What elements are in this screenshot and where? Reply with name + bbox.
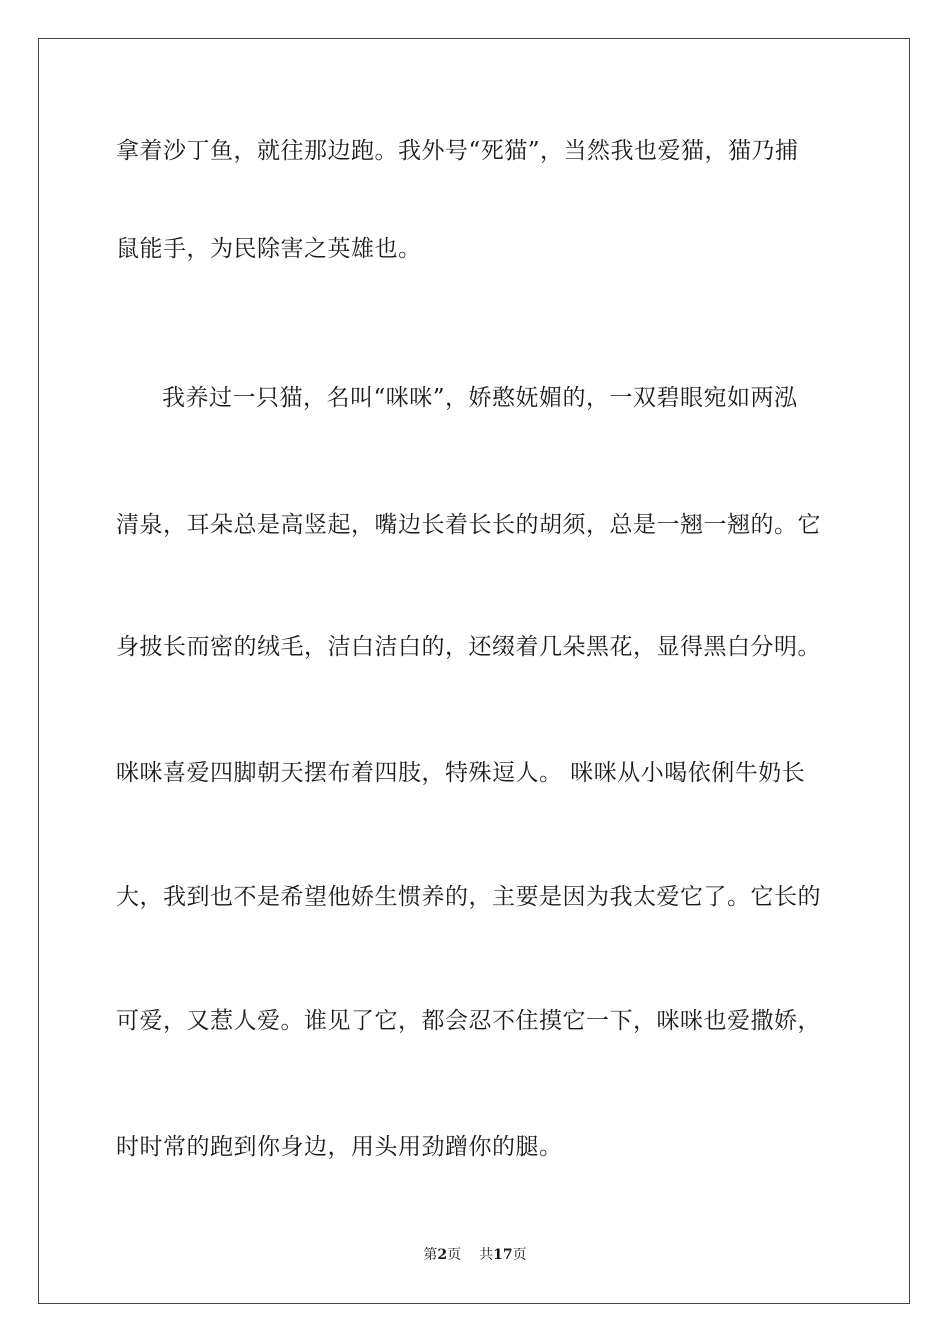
footer-total-suffix: 页 [512,1247,527,1263]
text-line: 拿着沙丁鱼，就往那边跑。我外号“死猫”，当然我也爱猫，猫乃捕 [116,138,799,164]
text-line: 可爱，又惹人爱。谁见了它，都会忍不住摸它一下，咪咪也爱撒娇， [116,1008,821,1034]
text-line: 咪咪喜爱四脚朝天摆布着四肢，特殊逗人。 咪咪从小喝依俐牛奶长 [116,760,806,786]
footer-total-prefix: 共 [479,1247,494,1263]
text-line: 大，我到也不是希望他娇生惯养的，主要是因为我太爱它了。它长的 [116,884,821,910]
footer-page-suffix: 页 [447,1247,462,1263]
text-line: 时时常的跑到你身边，用头用劲蹭你的腿。 [116,1134,563,1160]
page-border [38,38,910,1304]
text-line: 鼠能手，为民除害之英雄也。 [116,236,422,262]
text-line: 清泉，耳朵总是高竖起，嘴边长着长长的胡须，总是一翘一翘的。它 [116,512,821,538]
text-line: 我养过一只猫，名叫“咪咪”，娇憨妩媚的，一双碧眼宛如两泓 [162,385,798,411]
text-line: 身披长而密的绒毛，洁白洁白的，还缀着几朵黑花，显得黑白分明。 [116,634,821,660]
page-footer [0,1246,950,1264]
footer-page-number: 2 [437,1247,448,1263]
footer-total-number: 17 [493,1247,513,1263]
footer-page-prefix: 第 [423,1247,438,1263]
